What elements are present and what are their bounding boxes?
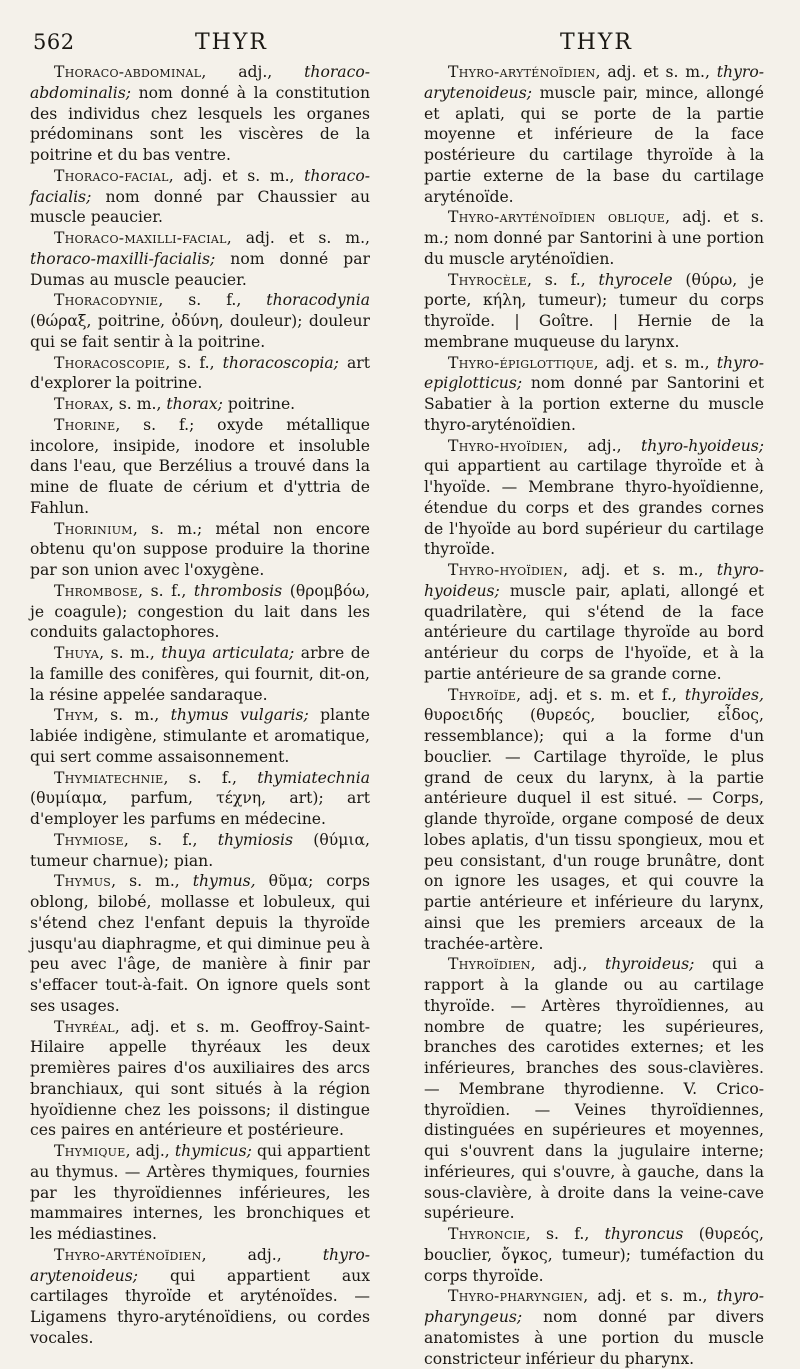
entry-grammar: , s. f., [123,830,218,849]
right-column [424,62,764,1369]
entry-definition: (θρομβόω, je coagule); congestion du lait dans les conduits galactophores. [30,581,370,642]
entry-definition: poitrine. [222,395,296,413]
entry-grammar: , s. f., [527,270,599,289]
entry-latin-term: thorax; [166,395,223,413]
entry-headword: Thyroïdien [448,955,531,974]
entry-definition: nom donné par Chaussier au muscle peaucier. [30,187,370,227]
entry-definition: qui appartient au thymus. — Artères thymiques, fournies par les thyroïdiennes inférieures, les mammaires internes, les bronchiques et les médiastines. [30,1142,370,1243]
entry-headword: Thyroïde [448,685,517,704]
entry-headword: Thyro-hyoïdien [448,436,564,455]
entry-latin-term: thrombosis [193,581,283,600]
page-number: 562 [33,30,75,54]
entry-grammar: , s. f., [163,768,258,787]
entry-grammar: , adj. et s. m., [168,166,305,185]
entry-headword: Thorinium [54,519,133,538]
dictionary-entry [30,62,370,166]
entry-definition: Geoffroy-Saint-Hilaire appelle thyréaux les deux premières paires d'os auxiliaires des arcs branchiaux, qui sont situés à la région hyoïdienne chez les poissons; il distingue ces paires en antérieure et postérieure. [30,1017,370,1140]
entry-headword: Thyro-aryténoïdien [54,1245,202,1264]
entry-headword: Thoraco-facial [54,166,169,185]
entry-headword: Thuya [54,644,100,662]
entry-grammar: , s. f., [165,353,223,372]
entry-latin-term: thyroideus; [604,955,695,974]
entry-headword: Thoracodynie [54,291,159,310]
entry-headword: Thoraco-abdominal [54,63,202,81]
entry-headword: Thyro-épiglottique [448,353,594,372]
entry-definition: nom donné à la constitution des individus chez lesquels les organes prédominans sont les viscères de la poitrine et du bas ventre. [30,83,370,164]
entry-latin-term: thymiatechnia [257,768,370,787]
entry-latin-term: thoraco-abdominalis; [30,63,370,102]
dictionary-entry [30,290,370,352]
entry-grammar: , adj., [530,955,605,974]
entry-headword: Thyréal [54,1017,115,1036]
entry-latin-term: thyro-hyoideus; [641,436,764,455]
entry-headword: Thymus [54,872,112,891]
entry-headword: Thorax [54,395,109,413]
entry-definition: qui appartient aux cartilages thyroïde et aryténoïdes. — Ligamens thyro-aryténoïdiens, ou cordes vocales. [30,1266,370,1347]
entry-grammar: , s. m.; [132,519,203,538]
entry-latin-term: thoracodynia [266,291,370,310]
entry-definition: (θύρω, je porte, κήλη, tumeur); tumeur du corps thyroïde. | Goître. | Hernie de la membrane muqueuse du larynx. [424,270,764,351]
entry-grammar: , adj., [201,63,305,81]
dictionary-entry [30,581,370,643]
entry-definition: arbre de la famille des conifères, qui fournit, dit-on, la résine appelée sandaraque. [30,644,370,704]
entry-headword: Thym [54,706,94,725]
dictionary-entry [30,1017,370,1142]
dictionary-entry [30,830,370,872]
entry-definition: (θώραξ, poitrine, ὀδύνη, douleur); douleur qui se fait sentir à la poitrine. [30,312,370,351]
entry-grammar: , adj., [201,1245,323,1264]
dictionary-entry [30,705,370,767]
dictionary-entry [30,353,370,395]
entry-definition: oxyde métallique incolore, insipide, inodore et insoluble dans l'eau, que Berzélius a trouvé dans la mine de fluate de cérium et d'yttria de Fahlun. [30,415,370,517]
entry-headword: Thymiatechnie [54,768,164,787]
entry-grammar: , s. m., [108,395,167,413]
entry-headword: Thyrocèle [448,270,528,289]
entry-headword: Thorine [54,415,116,434]
left-column [30,62,370,1349]
entry-definition: muscle pair, mince, allongé et aplati, qui se porte de la partie moyenne et inférieure de la face postérieure du cartilage thyroïde à la partie externe de la base du cartilage aryténoïde. [424,83,764,206]
entry-latin-term: thoraco-facialis; [30,166,370,206]
entry-grammar: , s. f., [525,1225,605,1243]
entry-latin-term: thymiosis [217,830,294,849]
entry-headword: Thyro-aryténoïdien [448,63,596,81]
entry-latin-term: thyro-arytenoideus; [424,63,764,102]
entry-grammar: , adj. et s. m., [226,229,370,247]
entry-grammar: , s. m., [111,872,193,891]
dictionary-entry [30,871,370,1016]
entry-definition: art d'explorer la poitrine. [30,353,370,393]
entry-headword: Thoraco-maxilli-facial [54,229,227,247]
entry-headword: Thoracoscopie [54,353,166,372]
entry-grammar: , adj. et s. m., [595,63,717,81]
entry-grammar: , adj. et s. m. [114,1017,251,1036]
dictionary-entry [424,62,764,207]
entry-grammar: , s. f.; [115,415,195,434]
entry-definition: nom donné par Santorini et Sabatier à la portion externe du muscle thyro-aryténoïdien. [424,374,764,434]
entry-latin-term: thoracoscopia; [222,353,339,372]
entry-latin-term: thyrocele [598,270,673,289]
entry-latin-term: thymicus; [174,1142,252,1160]
running-head-right: THYR [560,30,633,55]
entry-latin-term: thyro-pharyngeus; [424,1287,764,1326]
entry-grammar: , s. f., [158,291,267,310]
entry-grammar: , adj., [125,1142,175,1160]
entry-latin-term: thymus, [192,872,256,891]
dictionary-entry [424,1286,764,1369]
entry-grammar: , adj. et s. m.; [424,208,764,247]
entry-definition: (θυρεός, bouclier, ὄγκος, tumeur); tuméfaction du corps thyroïde. [424,1225,764,1285]
entry-latin-term: thymus vulgaris; [170,706,309,725]
dictionary-entry [30,519,370,581]
dictionary-entry [30,415,370,519]
entry-grammar: , adj. et s. m., [563,561,717,579]
entry-definition: (θύμια, tumeur charnue); pian. [30,830,370,870]
entry-definition: nom donné par Dumas au muscle peaucier. [30,249,370,289]
entry-definition: plante labiée indigène, stimulante et aromatique, qui sert comme assaisonnement. [30,706,370,766]
dictionary-entry [424,954,764,1224]
entry-definition: qui a rapport à la glande ou au cartilage thyroïde. — Artères thyroïdiennes, au nombre de quatre; les supérieures, branches des carotides externes; et les inférieures, branches des sous-clavières. — Membrane thyrodienne. V. Crico-thyroïdien. — Veines thyroïdiennes, distinguées en supérieures et moyennes, qui s'ouvrent dans la jugulaire interne; inférieures, qui s'ouvre, à gauche, dans la sous-clavière, à droite dans la veine-cave supérieure. [424,955,764,1223]
entry-headword: Thyro-aryténoïdien oblique [448,208,666,227]
entry-headword: Thyroncie [448,1225,526,1243]
entry-headword: Thrombose [54,581,139,600]
entry-latin-term: thoraco-maxilli-facialis; [30,249,216,268]
entry-definition: qui appartient au cartilage thyroïde et à l'hyoïde. — Membrane thyro-hyoïdienne, étendue du corps et des grandes cornes de l'hyoïde au bord supérieur du cartilage thyroïde. [424,457,764,559]
entry-latin-term: thyro-arytenoideus; [30,1245,370,1285]
entry-grammar: , adj. et s. m., [593,353,717,372]
entry-latin-term: thyroncus [604,1225,684,1243]
dictionary-entry [30,643,370,705]
dictionary-entry [30,394,370,415]
entry-definition: muscle pair, aplati, allongé et quadrilatère, qui s'étend de la face antérieure du cartilage thyroïde au bord antérieur du corps de l'hyoïde, et à la partie antérieure de sa grande corne. [424,581,764,683]
entry-grammar: , s. m., [93,706,171,725]
entry-headword: Thyro-pharyngien [448,1287,584,1306]
entry-grammar: , adj., [563,436,642,455]
dictionary-entry [424,270,764,353]
entry-headword: Thyro-hyoïdien [448,561,564,579]
entry-definition: θυροειδής (θυρεός, bouclier, εἶδος, ressemblance); qui a la forme d'un bouclier. — Cartilage thyroïde, le plus grand de ceux du larynx, à la partie antérieure duquel il est situé. — Corps, glande thyroïde, organe composé de deux lobes aplatis, d'un tissu spongieux, mou et peu consistant, d'un rouge brunâtre, dont on ignore les usages, et qui couvre la partie antérieure et inférieure du larynx, ainsi que les premiers arceaux de la trachée-artère. [424,706,764,953]
entry-latin-term: thyroïdes, [684,685,764,704]
entry-latin-term: thyro-epiglotticus; [424,353,764,393]
entry-latin-term: thyro-hyoideus; [424,561,764,600]
entry-definition: métal non encore obtenu qu'on suppose produire la thorine par son union avec l'oxygène. [30,519,370,579]
dictionary-entry [424,207,764,269]
entry-headword: Thymique [54,1142,126,1160]
dictionary-entry [30,1245,370,1349]
dictionary-entry [30,768,370,830]
entry-headword: Thymiose [54,830,124,849]
entry-grammar: , s. m., [99,644,162,662]
dictionary-entry [424,560,764,685]
dictionary-entry [424,436,764,561]
dictionary-entry [30,166,370,228]
dictionary-entry [424,353,764,436]
dictionary-entry [424,1224,764,1286]
running-head-left: THYR [195,30,268,55]
entry-latin-term: thuya articulata; [161,644,295,662]
entry-definition: nom donné par Santorini à une portion du muscle aryténoïdien. [424,229,764,268]
dictionary-entry [30,228,370,290]
entry-definition: nom donné par divers anatomistes à une portion du muscle constricteur inférieur du pharynx. [424,1308,764,1368]
entry-definition: (θυμίαμα, parfum, τέχνη, art); art d'employer les parfums en médecine. [30,789,370,828]
dictionary-entry [424,685,764,955]
dictionary-entry [30,1141,370,1245]
entry-definition: θῦμα; corps oblong, bilobé, mollasse et lobuleux, qui s'étend chez l'enfant depuis la thyroïde jusqu'au diaphragme, et qui diminue peu à peu avec l'âge, de manière à finir par s'effacer tout-à-fait. On ignore quels sont ses usages. [30,872,370,1015]
entry-grammar: , adj. et s. m. et f., [516,685,685,704]
entry-grammar: , adj. et s. m., [583,1287,717,1306]
entry-grammar: , s. f., [138,581,194,600]
